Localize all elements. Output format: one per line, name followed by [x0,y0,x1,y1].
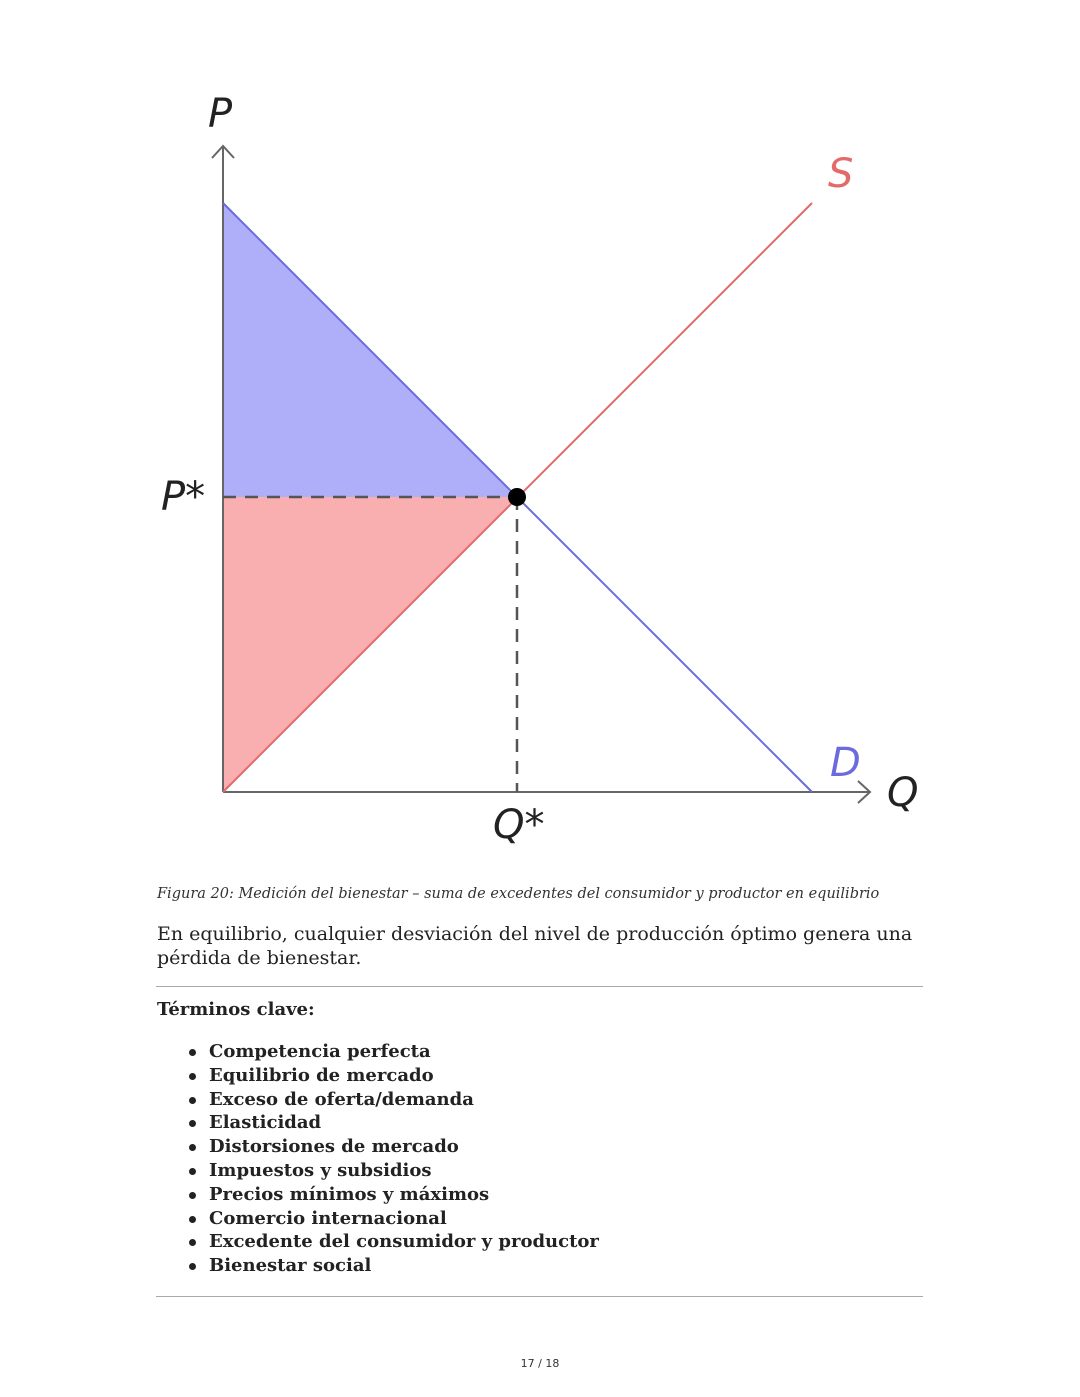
key-term-item: Distorsiones de mercado [157,1135,599,1159]
body-paragraph: En equilibrio, cualquier desviación del nivel de producción óptimo genera una pérdida de bienestar. [157,923,913,969]
horizontal-rule [156,986,923,987]
key-terms-heading: Términos clave: [157,999,315,1020]
key-term-item: Elasticidad [157,1111,599,1135]
key-term-item: Competencia perfecta [157,1040,599,1064]
price-axis-label: P [208,91,233,137]
key-term-item: Excedente del consumidor y productor [157,1230,599,1254]
equilibrium-quantity-label: Q* [493,802,545,848]
key-term-item: Precios mínimos y máximos [157,1183,599,1207]
key-term-item: Impuestos y subsidios [157,1159,599,1183]
quantity-axis-label: Q [887,770,919,816]
demand-curve-label: D [830,740,861,786]
equilibrium-point [508,488,526,506]
key-term-item: Exceso de oferta/demanda [157,1088,599,1112]
key-term-item: Comercio internacional [157,1207,599,1231]
supply-curve-label: S [828,151,854,197]
key-term-item: Equilibrio de mercado [157,1064,599,1088]
horizontal-rule [156,1296,923,1297]
figure-caption: Figura 20: Medición del bienestar – suma de excedentes del consumidor y productor en equilibrio [157,886,880,902]
equilibrium-price-label: P* [161,474,206,520]
key-term-item: Bienestar social [157,1254,599,1278]
page-number: 17 / 18 [520,1357,560,1370]
key-terms-list [157,1040,599,1278]
